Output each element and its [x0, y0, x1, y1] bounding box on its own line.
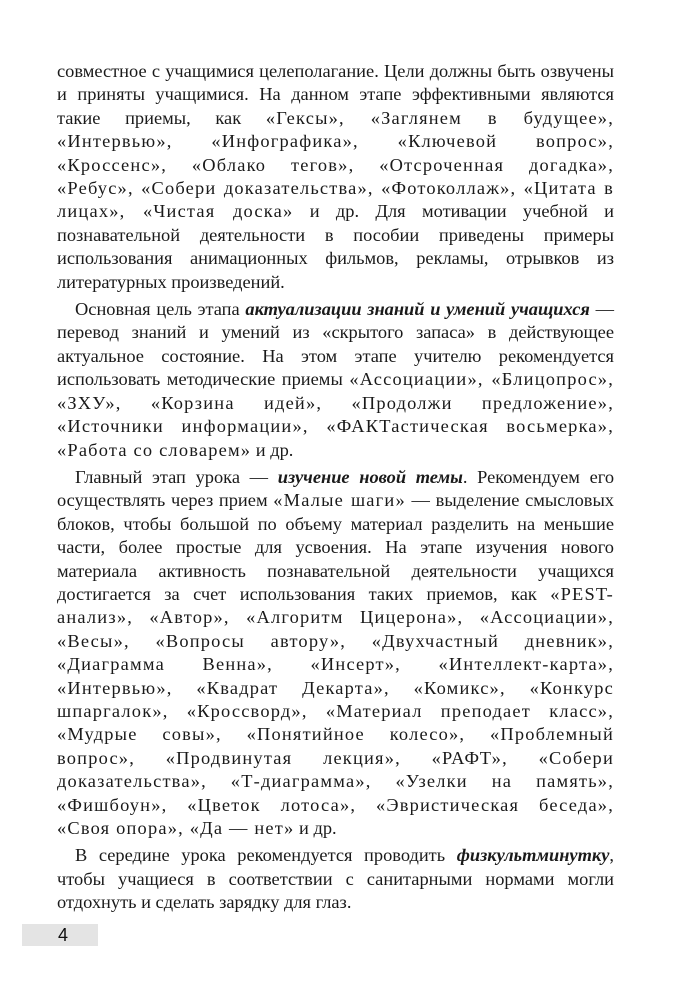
text-run: и др. [294, 818, 337, 838]
paragraph-2 [57, 298, 614, 462]
text-run: совместное с учащимися целеполагание. Цели должны быть озвучены и приняты учащимися. На данном этапе эффективными являются такие приемы, как [57, 61, 614, 128]
technique-list: «Ассоциации», «Блицопрос», «ЗХУ», «Корзина идей», «Продолжи предложение», «Источники информации», «ФАКТастическая восьмерка», «Работа со словарем» [57, 369, 614, 460]
emphasis-term: изучение новой темы [277, 466, 463, 487]
text-run: — выделение смысловых блоков, чтобы большой по объему материал разделить на меньшие части, более простые для усвоения. На этапе изучения нового материала активность познавательной деятельности учащихся достигается за счет использования таких приемов, как [57, 490, 615, 604]
text-run: Главный этап урока — [75, 466, 278, 487]
technique-list: «PEST-анализ», «Автор», «Алгоритм Цицерона», «Ассоциации», «Весы», «Вопросы автору», «Двухчастный дневник», «Диаграмма Венна», «Инсерт», «Интеллект-карта», «Интервью», «Квадрат Декарта», «Комикс», «Конкурс шпаргалок», «Кроссворд», «Материал преподает класс», «Мудрые совы», «Понятийное колесо», «Проблемный вопрос», «Продвинутая лекция», «РАФТ», «Собери доказательства», «Т-диаграмма», «Узелки на память», «Фишбоун», «Цветок лотоса», «Эвристическая беседа», «Своя опора», «Да — нет» [57, 583, 614, 838]
text-run: и др. Для мотивации учебной и познавательной деятельности в пособии приведены примеры использования анимационных фильмов, рекламы, отрывков из литературных произведений. [57, 201, 614, 292]
text-run: Основная цель этапа [75, 299, 246, 320]
emphasis-term: актуализации знаний и умений учащихся [245, 299, 590, 320]
body-text [57, 60, 614, 919]
paragraph-4 [57, 844, 614, 914]
text-run: , чтобы учащиеся в соответствии с санитарными нормами могли отдохнуть и сделать зарядку для глаз. [57, 845, 614, 913]
technique-list: «Гексы», «Заглянем в будущее», «Интервью», «Инфографика», «Ключевой вопрос», «Кроссенс», «Облако тегов», «Отсроченная догадка», «Ребус», «Собери доказательства», «Фотоколлаж», «Цитата в лицах», «Чистая доска» [57, 107, 615, 222]
text-run: — перевод знаний и умений из «скрытого запаса» в действующее актуальное состояние. На этом этапе учителю рекомендуется использовать методические приемы [57, 299, 614, 390]
technique-list: «Малые шаги» [273, 490, 406, 511]
page-number: 4 [58, 925, 69, 945]
text-run: В середине урока рекомендуется проводить [75, 845, 457, 866]
text-run: и др. [251, 439, 294, 460]
paragraph-3 [57, 466, 614, 841]
emphasis-term: физкультминутку [456, 845, 610, 866]
text-run: . Рекомендуем его осуществлять через прием [57, 466, 615, 511]
paragraph-1 [57, 60, 614, 294]
